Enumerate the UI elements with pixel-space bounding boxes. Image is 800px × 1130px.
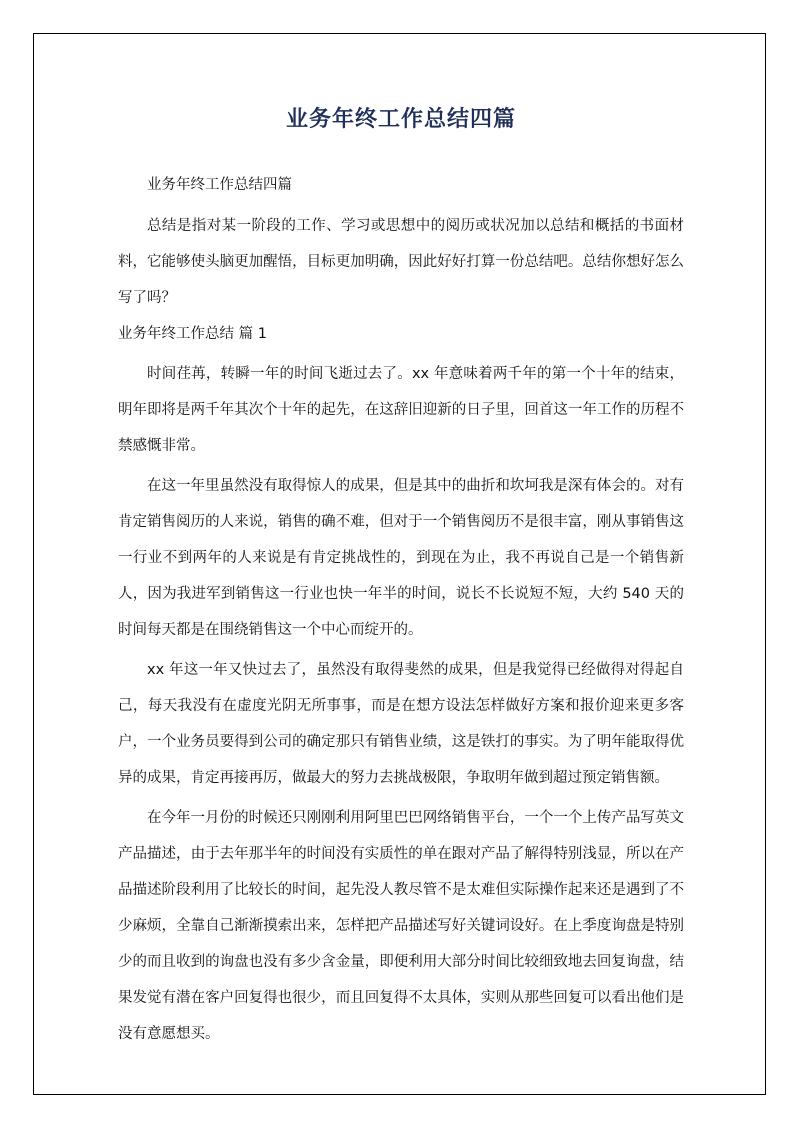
body-paragraph-4: 在今年一月份的时候还只刚刚利用阿里巴巴网络销售平台，一个一个上传产品写英文产品描述，由于去年那半年的时间没有实质性的单在跟对产品了解得特别浅显，所以在产品描述阶段利用了比较长的时间，起先没人教尽管不是太难但实际操作起来还是遇到了不少麻烦，全靠自己渐渐摸索出来，怎样把产品描述写好关键词设好。在上季度询盘是特别少的而且收到的询盘也没有多少含金量，即便利用大部分时间比较细致地去回复询盘，结果发觉有潜在客户回复得也很少，而且回复得不太具体，实则从那些回复可以看出他们是没有意愿想买。 xyxy=(118,810,684,1042)
body-paragraph-3: xx 年这一年又快过去了，虽然没有取得斐然的成果，但是我觉得已经做得对得起自己，每天我没有在虚度光阴无所事事，而是在想方设法怎样做好方案和报价迎来更多客户，一个业务员要得到公司的确定那只有销售业绩，这是铁打的事实。为了明年能取得优异的成果，肯定再接再厉，做最大的努力去挑战极限，争取明年做到超过预定销售额。 xyxy=(118,662,684,786)
document-subtitle: 业务年终工作总结四篇 xyxy=(147,177,292,193)
body-paragraph-1: 时间荏苒，转瞬一年的时间飞逝过去了。xx 年意味着两千年的第一个十年的结束，明年即将是两千年其次个十年的起先，在这辞旧迎新的日子里，回首这一年工作的历程不禁感慨非常。 xyxy=(118,366,684,454)
document-title: 业务年终工作总结四篇 xyxy=(285,107,516,132)
document-body xyxy=(118,100,684,1052)
body-paragraph-2: 在这一年里虽然没有取得惊人的成果，但是其中的曲折和坎坷我是深有体会的。对有肯定销售阅历的人来说，销售的确不难，但对于一个销售阅历不是很丰富，刚从事销售这一行业不到两年的人来说是有肯定挑战性的，到现在为止，我不再说自己是一个销售新人，因为我进军到销售这一行业也快一年半的时间，说长不长说短不短，大约 540 天的时间每天都是在围绕销售这一个中心而绽开的。 xyxy=(118,478,684,638)
section-heading: 业务年终工作总结 篇 1 xyxy=(118,326,267,342)
intro-paragraph: 总结是指对某一阶段的工作、学习或思想中的阅历或状况加以总结和概括的书面材料，它能够使头脑更加醒悟，目标更加明确，因此好好打算一份总结吧。总结你想好怎么写了吗？ xyxy=(118,218,684,306)
